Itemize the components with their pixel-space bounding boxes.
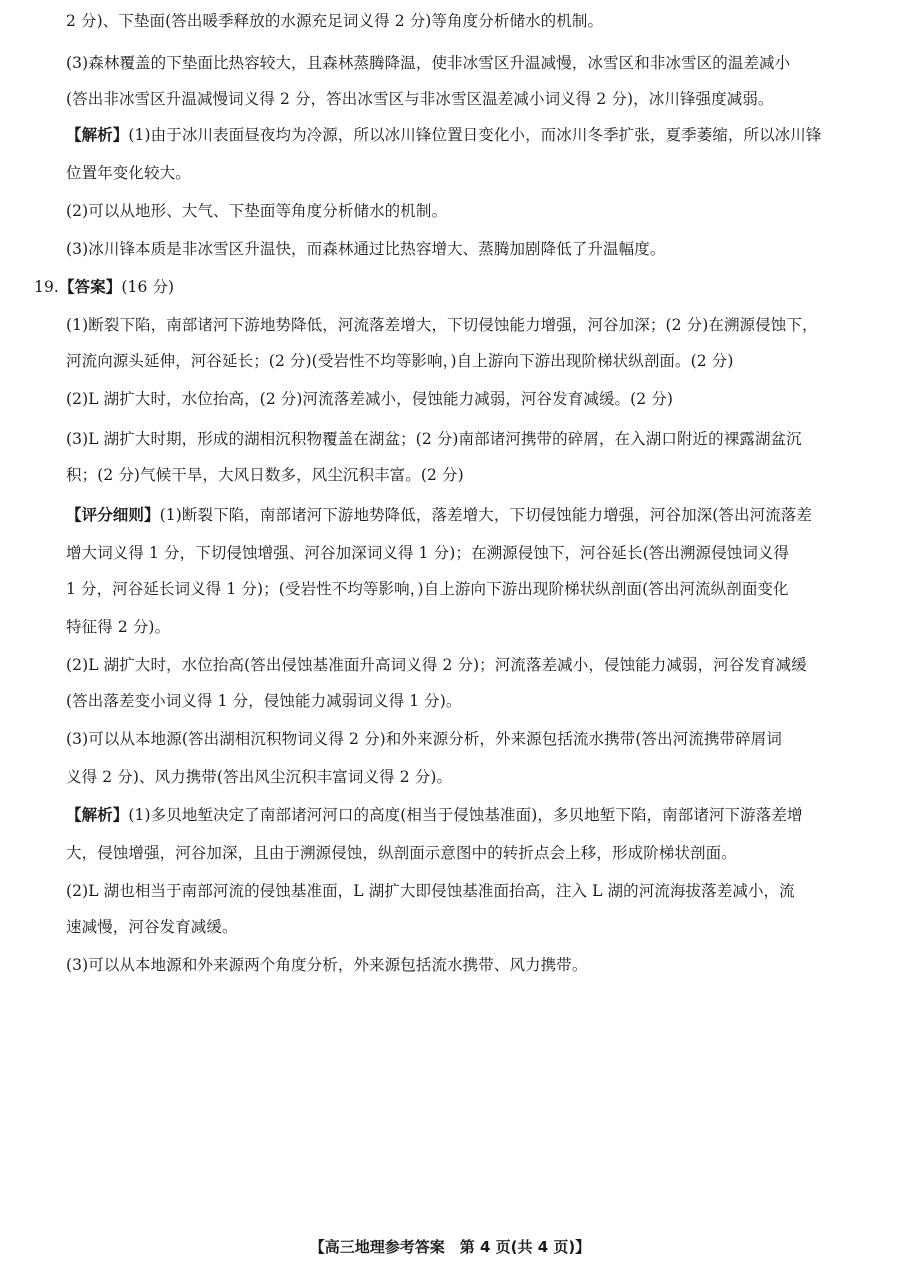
analysis-line: 【解析】(1)由于冰川表面昼夜均为冷源，所以冰川锋位置日变化小，而冰川冬季扩张，夏季萎缩，所以冰川锋 [66,125,822,144]
answer-label: 【答案】 [58,277,122,296]
text-line: (1)断裂下陷，南部诸河下游地势降低，河流落差增大，下切侵蚀能力增强，河谷加深；(2 分)在溯源侵蚀下， [66,316,818,334]
text-line: (2)可以从地形、大气、下垫面等角度分析储水的机制。 [66,202,448,220]
analysis-label: 【解析】 [66,125,129,144]
question-19-heading: 19.【答案】(16 分) [34,277,175,296]
scoring-label: 【评分细则】 [66,505,160,524]
text-line: (3)L 湖扩大时期，形成的湖相沉积物覆盖在湖盆；(2 分)南部诸河携带的碎屑，在入湖口附近的裸露湖盆沉 [66,430,802,448]
text-line: 增大词义得 1 分，下切侵蚀增强、河谷加深词义得 1 分)；在溯源侵蚀下，河谷延长(答出溯源侵蚀词义得 [66,544,790,562]
text-line: 特征得 2 分)。 [66,618,171,636]
text-line: (2)L 湖扩大时，水位抬高(答出侵蚀基准面升高词义得 2 分)；河流落差减小，侵蚀能力减弱，河谷发育减缓 [66,656,807,674]
text-line: 速减慢，河谷发育减缓。 [66,918,238,936]
text-line: 积；(2 分)气候干旱，大风日数多，风尘沉积丰富。(2 分) [66,466,464,484]
analysis-label: 【解析】 [66,805,129,824]
text-line: (答出落差变小词义得 1 分，侵蚀能力减弱词义得 1 分)。 [66,692,462,710]
text-line: (3)可以从本地源(答出湖相沉积物词义得 2 分)和外来源分析，外来源包括流水携带(答出河流携带碎屑词 [66,730,782,748]
text-line: (3)可以从本地源和外来源两个角度分析，外来源包括流水携带、风力携带。 [66,956,588,974]
text-line: 河流向源头延伸，河谷延长；(2 分)(受岩性不均等影响，)自上游向下游出现阶梯状纵剖面。(2 分) [66,352,734,370]
text-line: (2)L 湖扩大时，水位抬高，(2 分)河流落差减小，侵蚀能力减弱，河谷发育减缓。(2 分) [66,390,674,408]
text-line: 2 分)、下垫面(答出暖季释放的水源充足词义得 2 分)等角度分析储水的机制。 [66,12,604,30]
analysis-line: 【解析】(1)多贝地堑决定了南部诸河河口的高度(相当于侵蚀基准面)，多贝地堑下陷，南部诸河下游落差增 [66,805,803,824]
text-line: (3)森林覆盖的下垫面比热容较大，且森林蒸腾降温，使非冰雪区升温减慢，冰雪区和非冰雪区的温差减小 [66,54,791,72]
text-line: 大，侵蚀增强，河谷加深，且由于溯源侵蚀，纵剖面示意图中的转折点会上移，形成阶梯状剖面。 [66,844,737,862]
text-line: (3)冰川锋本质是非冰雪区升温快，而森林通过比热容增大、蒸腾加剧降低了升温幅度。 [66,240,666,258]
question-number: 19. [34,278,59,296]
page-footer: 【高三地理参考答案 第 4 页(共 4 页)】 [309,1238,591,1256]
text-line: 位置年变化较大。 [66,164,191,182]
text-line: 义得 2 分)、风力携带(答出风尘沉积丰富词义得 2 分)。 [66,768,453,786]
scoring-line: 【评分细则】(1)断裂下陷，南部诸河下游地势降低，落差增大，下切侵蚀能力增强，河谷加深(答出河流落差 [66,505,813,524]
text-line: (答出非冰雪区升温减慢词义得 2 分，答出冰雪区与非冰雪区温差减小词义得 2 分)，冰川锋强度减弱。 [66,90,774,108]
text-line: 1 分，河谷延长词义得 1 分)；(受岩性不均等影响，)自上游向下游出现阶梯状纵剖面(答出河流纵剖面变化 [66,580,789,598]
text-line: (2)L 湖也相当于南部河流的侵蚀基准面，L 湖扩大即侵蚀基准面抬高，注入 L 湖的河流海拔落差减小，流 [66,882,795,900]
